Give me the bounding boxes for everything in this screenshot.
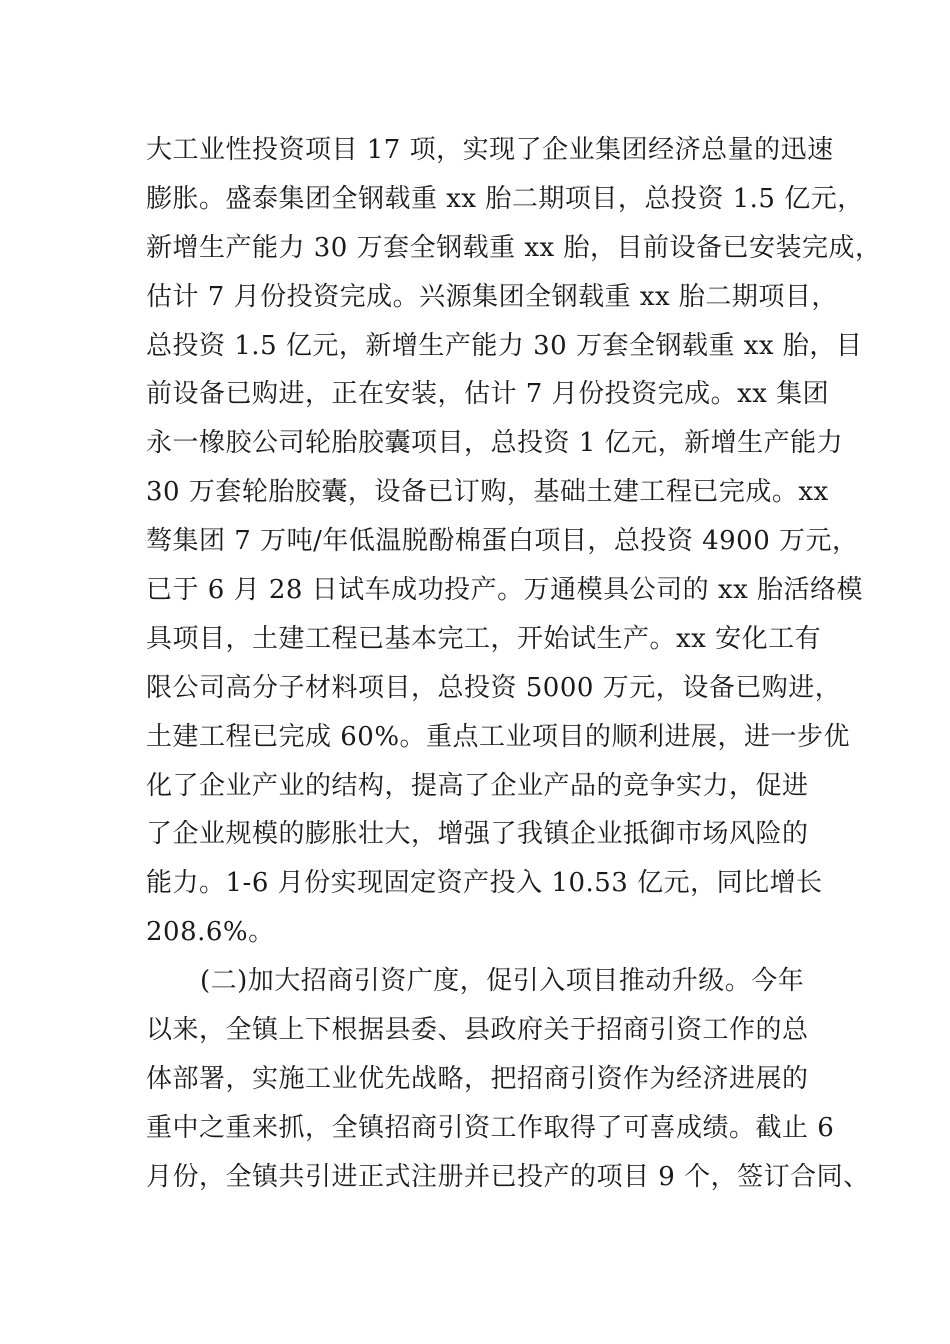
text-line: 已于 6 月 28 日试车成功投产。万通模具公司的 xx 胎活络模 — [146, 575, 864, 606]
text-line: 了企业规模的膨胀壮大，增强了我镇企业抵御市场风险的 — [146, 819, 809, 850]
text-line: 永一橡胶公司轮胎胶囊项目，总投资 1 亿元，新增生产能力 — [146, 428, 844, 459]
text-line: 前设备已购进，正在安装，估计 7 月份投资完成。xx 集团 — [146, 379, 830, 410]
text-line: 土建工程已完成 60%。重点工业项目的顺利进展，进一步优 — [146, 721, 851, 752]
text-line: 30 万套轮胎胶囊，设备已订购，基础土建工程已完成。xx — [146, 477, 829, 508]
text-line: 化了企业产业的结构，提高了企业产品的竞争实力，促进 — [146, 770, 809, 801]
text-line: 新增生产能力 30 万套全钢载重 xx 胎，目前设备已安装完成， — [146, 232, 882, 263]
text-line: 能力。1-6 月份实现固定资产投入 10.53 亿元，同比增长 — [146, 868, 823, 899]
text-line: 具项目，土建工程已基本完工，开始试生产。xx 安化工有 — [146, 623, 822, 654]
text-line: 限公司高分子材料项目，总投资 5000 万元，设备已购进， — [146, 672, 842, 703]
body-text — [146, 126, 882, 1202]
text-line: 重中之重来抓，全镇招商引资工作取得了可喜成绩。截止 6 — [146, 1112, 835, 1143]
text-line: 208.6%。 — [146, 917, 275, 948]
section-heading-line: (二)加大招商引资广度，促引入项目推动升级。今年 — [200, 966, 805, 997]
text-line: 以来，全镇上下根据县委、县政府关于招商引资工作的总 — [146, 1015, 809, 1046]
text-line: 骜集团 7 万吨/年低温脱酚棉蛋白项目，总投资 4900 万元， — [146, 526, 859, 557]
text-line: 月份，全镇共引进正式注册并已投产的项目 9 个，签订合同、 — [146, 1161, 870, 1192]
text-line: 总投资 1.5 亿元，新增生产能力 30 万套全钢载重 xx 胎，目 — [146, 330, 863, 361]
text-line: 估计 7 月份投资完成。兴源集团全钢载重 xx 胎二期项目， — [146, 281, 838, 312]
text-line: 体部署，实施工业优先战略，把招商引资作为经济进展的 — [146, 1063, 809, 1094]
text-line: 膨胀。盛泰集团全钢载重 xx 胎二期项目，总投资 1.5 亿元， — [146, 183, 864, 214]
text-line: 大工业性投资项目 17 项，实现了企业集团经济总量的迅速 — [146, 135, 834, 165]
